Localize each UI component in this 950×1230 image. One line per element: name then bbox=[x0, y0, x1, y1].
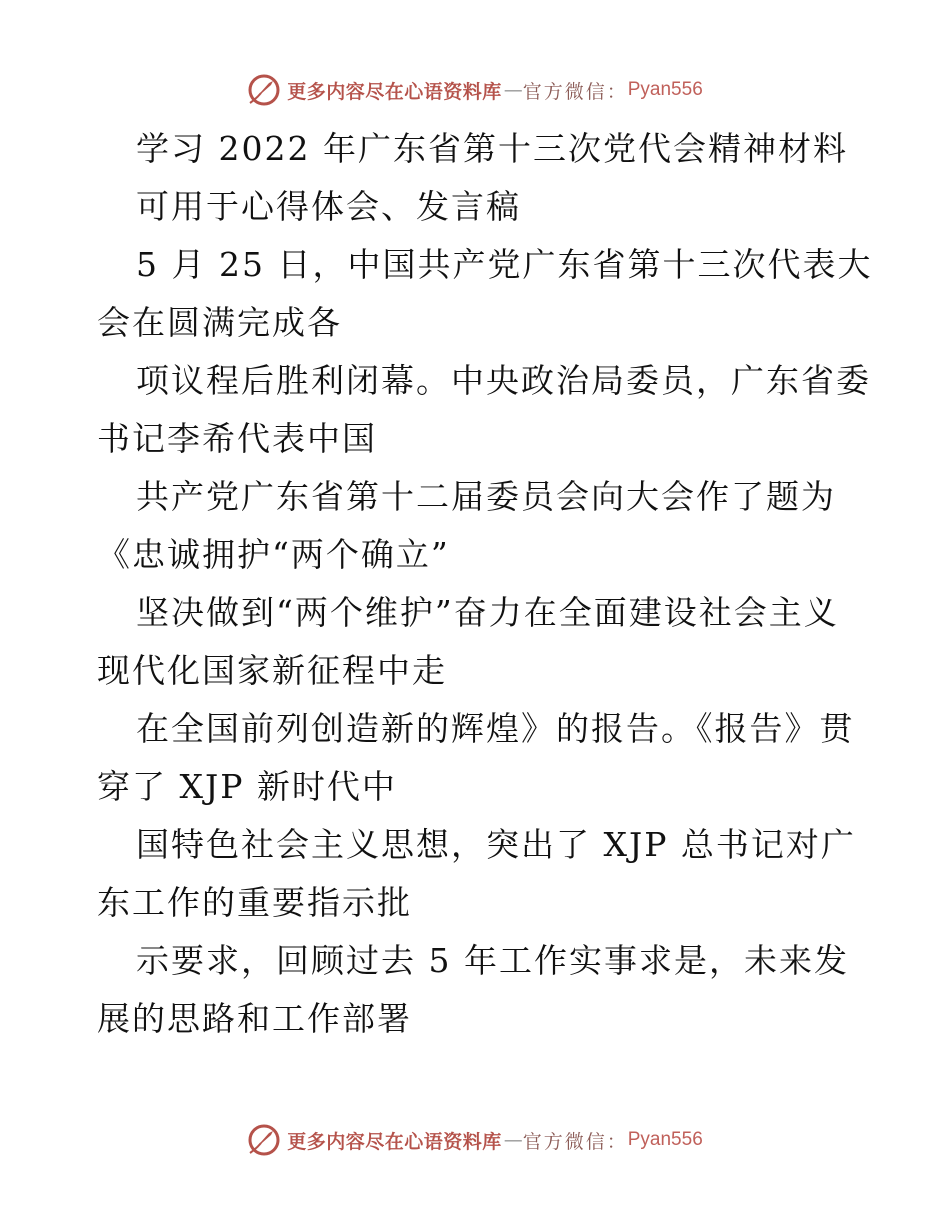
footer-watermark bbox=[0, 1120, 950, 1160]
doc-line: 可用于心得体会、发言稿 bbox=[136, 187, 521, 226]
watermark-contact-id: Pyan556 bbox=[627, 79, 703, 100]
doc-line: 《忠诚拥护“两个确立” bbox=[97, 535, 450, 574]
doc-line: 会在圆满完成各 bbox=[97, 303, 342, 342]
doc-line: 项议程后胜利闭幕。中央政治局委员，广东省委 bbox=[136, 361, 871, 400]
doc-line: 共产党广东省第十二届委员会向大会作了题为 bbox=[136, 477, 836, 516]
watermark-brand: 更多内容尽在心语资料库 bbox=[287, 1130, 502, 1153]
doc-line: 在全国前列创造新的辉煌》的报告。《报告》贯 bbox=[136, 709, 855, 748]
doc-line: 穿了 XJP 新时代中 bbox=[97, 767, 397, 806]
quill-pen-circle-icon bbox=[247, 73, 281, 107]
doc-line: 国特色社会主义思想，突出了 XJP 总书记对广 bbox=[136, 825, 856, 864]
watermark-brand: 更多内容尽在心语资料库 bbox=[287, 80, 502, 103]
doc-line: 东工作的重要指示批 bbox=[97, 883, 412, 922]
watermark-separator: — bbox=[503, 1129, 521, 1151]
watermark-contact-label: 官方微信： bbox=[522, 1130, 628, 1153]
doc-line: 示要求，回顾过去 5 年工作实事求是，未来发 bbox=[136, 941, 849, 980]
doc-line: 学习 2022 年广东省第十三次党代会精神材料 bbox=[136, 129, 848, 168]
header-watermark bbox=[0, 70, 950, 110]
watermark-separator: — bbox=[503, 79, 521, 101]
doc-line: 现代化国家新征程中走 bbox=[97, 651, 447, 690]
doc-line: 展的思路和工作部署 bbox=[97, 999, 412, 1038]
quill-pen-circle-icon bbox=[247, 1123, 281, 1157]
doc-line: 坚决做到“两个维护”奋力在全面建设社会主义 bbox=[136, 593, 839, 632]
watermark-contact-id: Pyan556 bbox=[627, 1129, 703, 1150]
doc-line: 书记李希代表中国 bbox=[97, 419, 377, 458]
watermark-contact-label: 官方微信： bbox=[522, 80, 628, 103]
document-body bbox=[97, 120, 873, 1048]
doc-line: 5 月 25 日，中国共产党广东省第十三次代表大 bbox=[136, 245, 873, 284]
